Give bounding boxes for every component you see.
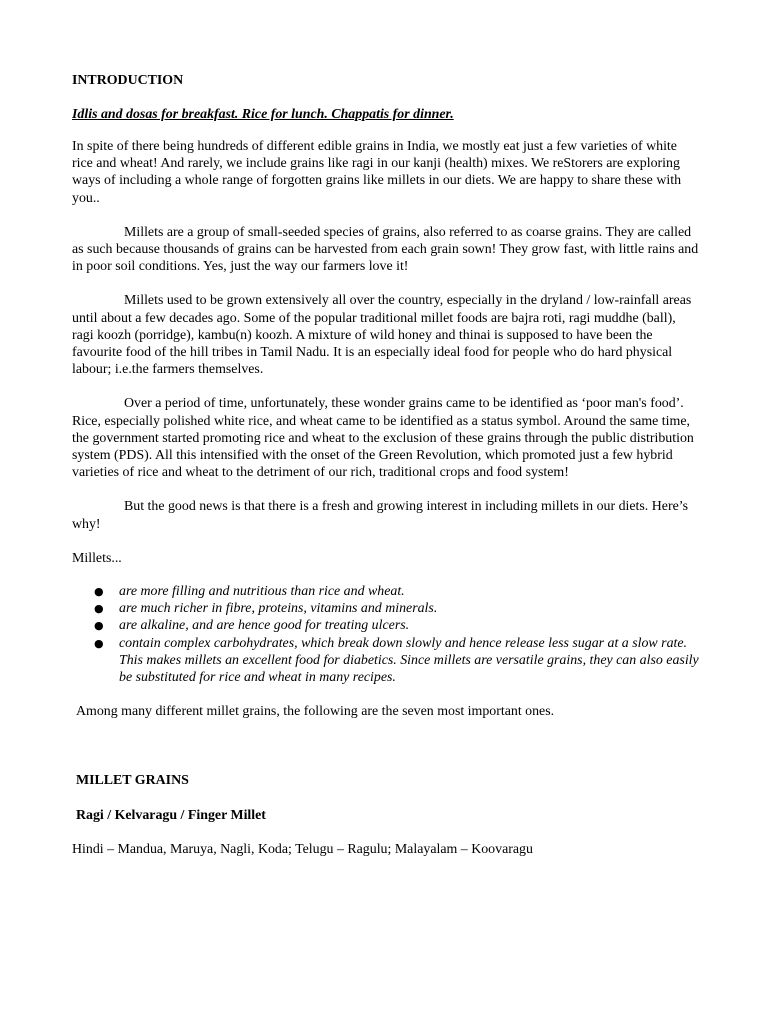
benefit-text: are much richer in fibre, proteins, vitamins and minerals. xyxy=(119,601,438,617)
benefit-text: contain complex carbohydrates, which break down slowly and hence release less sugar at a slow rate. This makes millets an excellent food for diabetics. Since millets are versatile grains, they can also easily be substituted for rice and wheat in many recipes. xyxy=(119,635,699,686)
list-item xyxy=(94,635,700,687)
paragraph-millets-history: Millets used to be grown extensively all over the country, especially in the dryland / low-rainfall areas until about a few decades ago. Some of the popular traditional millet foods are bajra roti, ragi muddhe (ball), ragi koozh (porridge), kambu(n) koozh. A mixture of wild honey and thinai is supposed to have been the favourite food of the hill tribes in Tamil Nadu. It is an especially ideal food for people who do hard physical labour; i.e.the farmers themselves. xyxy=(72,293,692,378)
grain-names: Hindi – Mandua, Maruya, Nagli, Koda; Telugu – Ragulu; Malayalam – Koovaragu xyxy=(72,842,533,858)
paragraph-poor-mans-food: Over a period of time, unfortunately, these wonder grains came to be identified as ‘poor man's food’. Rice, especially polished white rice, and wheat came to be identified as a status symbol. Around the same time, the government started promoting rice and wheat to the exclusion of these grains through the public distribution system (PDS). All this intensified with the onset of the Green Revolution, which promoted just a few hybrid varieties of rice and wheat to the detriment of our rich, traditional crops and food system! xyxy=(72,396,694,481)
section-heading: MILLET GRAINS xyxy=(76,773,189,789)
list-item xyxy=(94,600,700,617)
millets-label: Millets... xyxy=(72,550,122,566)
list-item xyxy=(94,583,700,600)
paragraph-millets-definition: Millets are a group of small-seeded species of grains, also referred to as coarse grains. They are called as such because thousands of grains can be harvested from each grain sown! They grow fast, with little rains and in poor soil conditions. Yes, just the way our farmers love it! xyxy=(72,224,699,275)
bullet-icon: ● xyxy=(94,619,104,633)
bullet-icon: ● xyxy=(94,636,104,650)
bullet-icon: ● xyxy=(94,602,104,616)
intro-heading: INTRODUCTION xyxy=(72,73,184,88)
among-text: Among many different millet grains, the following are the seven most important ones. xyxy=(76,704,555,720)
bullet-icon: ● xyxy=(94,585,104,599)
list-item xyxy=(94,617,700,634)
paragraph-good-news: But the good news is that there is a fresh and growing interest in including millets in our diets. Here’s why! xyxy=(72,499,689,532)
intro-paragraph: In spite of there being hundreds of different edible grains in India, we mostly eat just a few varieties of white rice and wheat! And rarely, we include grains like ragi in our kanji (health) mixes. We reStorers are exploring ways of including a whole range of forgotten grains like millets in our diets. We are happy to share these with you.. xyxy=(72,139,682,206)
document-page xyxy=(72,72,700,859)
grain-heading: Ragi / Kelvaragu / Finger Millet xyxy=(76,807,266,823)
benefits-list xyxy=(72,583,700,686)
benefit-text: are alkaline, and are hence good for treating ulcers. xyxy=(119,618,410,634)
meal-subtitle: Idlis and dosas for breakfast. Rice for lunch. Chappatis for dinner. xyxy=(72,106,454,122)
benefit-text: are more filling and nutritious than rice and wheat. xyxy=(119,584,405,600)
